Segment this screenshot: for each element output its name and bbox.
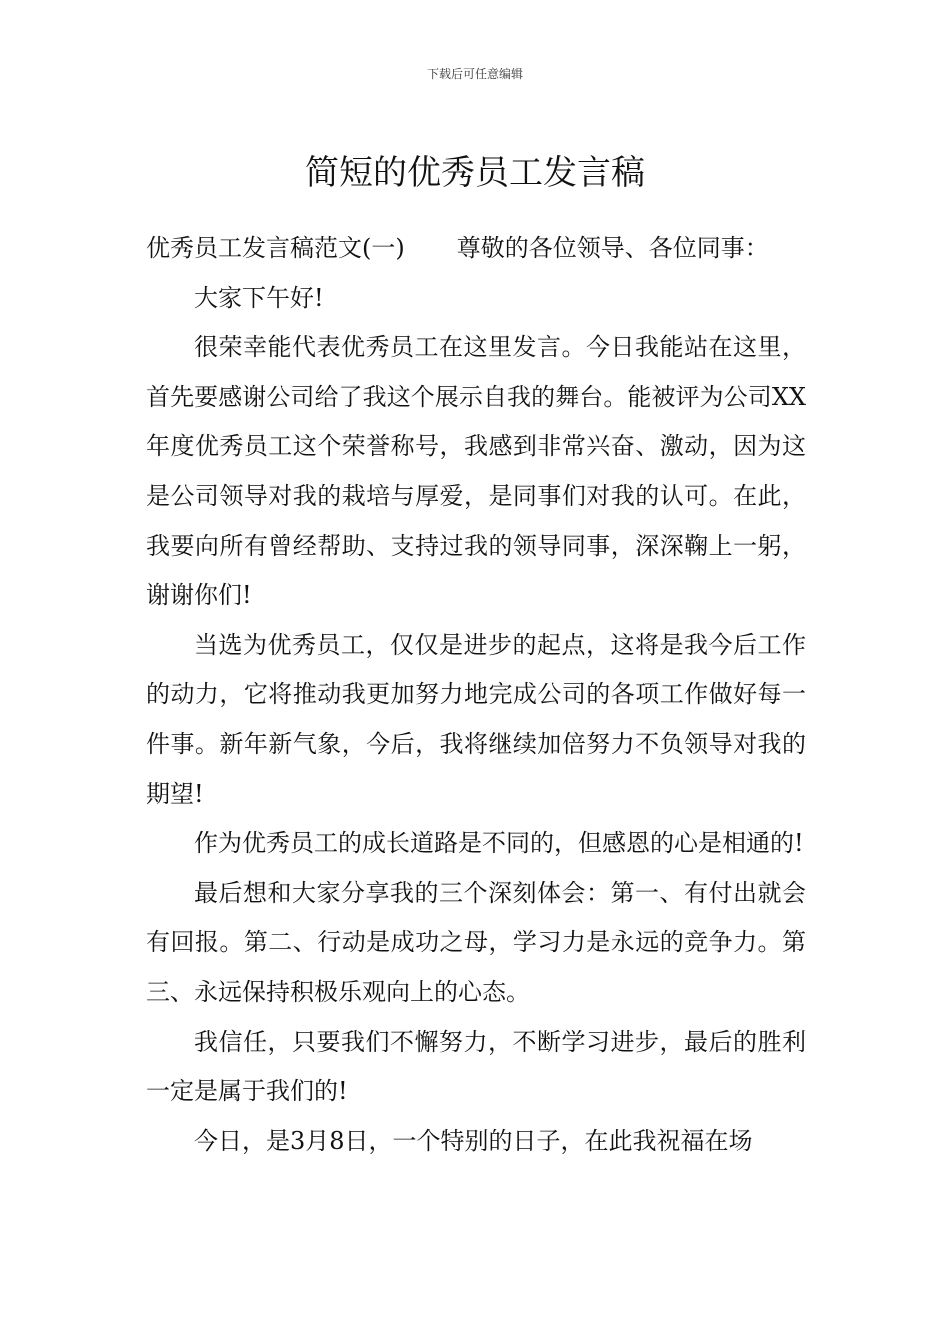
intro-line [146, 224, 806, 274]
paragraph-belief: 我信任，只要我们不懈努力，不断学习进步，最后的胜利一定是属于我们的! [146, 1027, 806, 1106]
paragraph-gratitude: 作为优秀员工的成长道路是不同的，但感恩的心是相通的! [194, 829, 804, 858]
paragraph-greeting: 大家下午好! [194, 283, 324, 312]
paragraph-thanks: 很荣幸能代表优秀员工在这里发言。今日我能站在这里，首先要感谢公司给了我这个展示自我的舞台。能被评为公司XX年度优秀员工这个荣誉称号，我感到非常兴奋、激动，因为这是公司领导对我的栽培与厚爱，是同事们对我的认可。在此，我要向所有曾经帮助、支持过我的领导同事，深深鞠上一躬，谢谢你们! [146, 333, 806, 610]
document-body [146, 224, 806, 1166]
salutation: 尊敬的各位领导、各位同事： [456, 234, 769, 262]
intro-label: 优秀员工发言稿范文(一) [146, 234, 405, 262]
document-title: 简短的优秀员工发言稿 [305, 152, 645, 193]
paragraph-insights: 最后想和大家分享我的三个深刻体会：第一、有付出就会有回报。第二、行动是成功之母，学习力是永远的竞争力。第三、永远保持积极乐观向上的心态。 [146, 878, 806, 1006]
header-note: 下载后可任意编辑 [426, 67, 523, 81]
paragraph-closing: 今日，是3月8日，一个特别的日子，在此我祝福在场 [194, 1126, 753, 1155]
paragraph-motivation: 当选为优秀员工，仅仅是进步的起点，这将是我今后工作的动力，它将推动我更加努力地完成公司的各项工作做好每一件事。新年新气象，今后，我将继续加倍努力不负领导对我的期望! [146, 630, 806, 808]
